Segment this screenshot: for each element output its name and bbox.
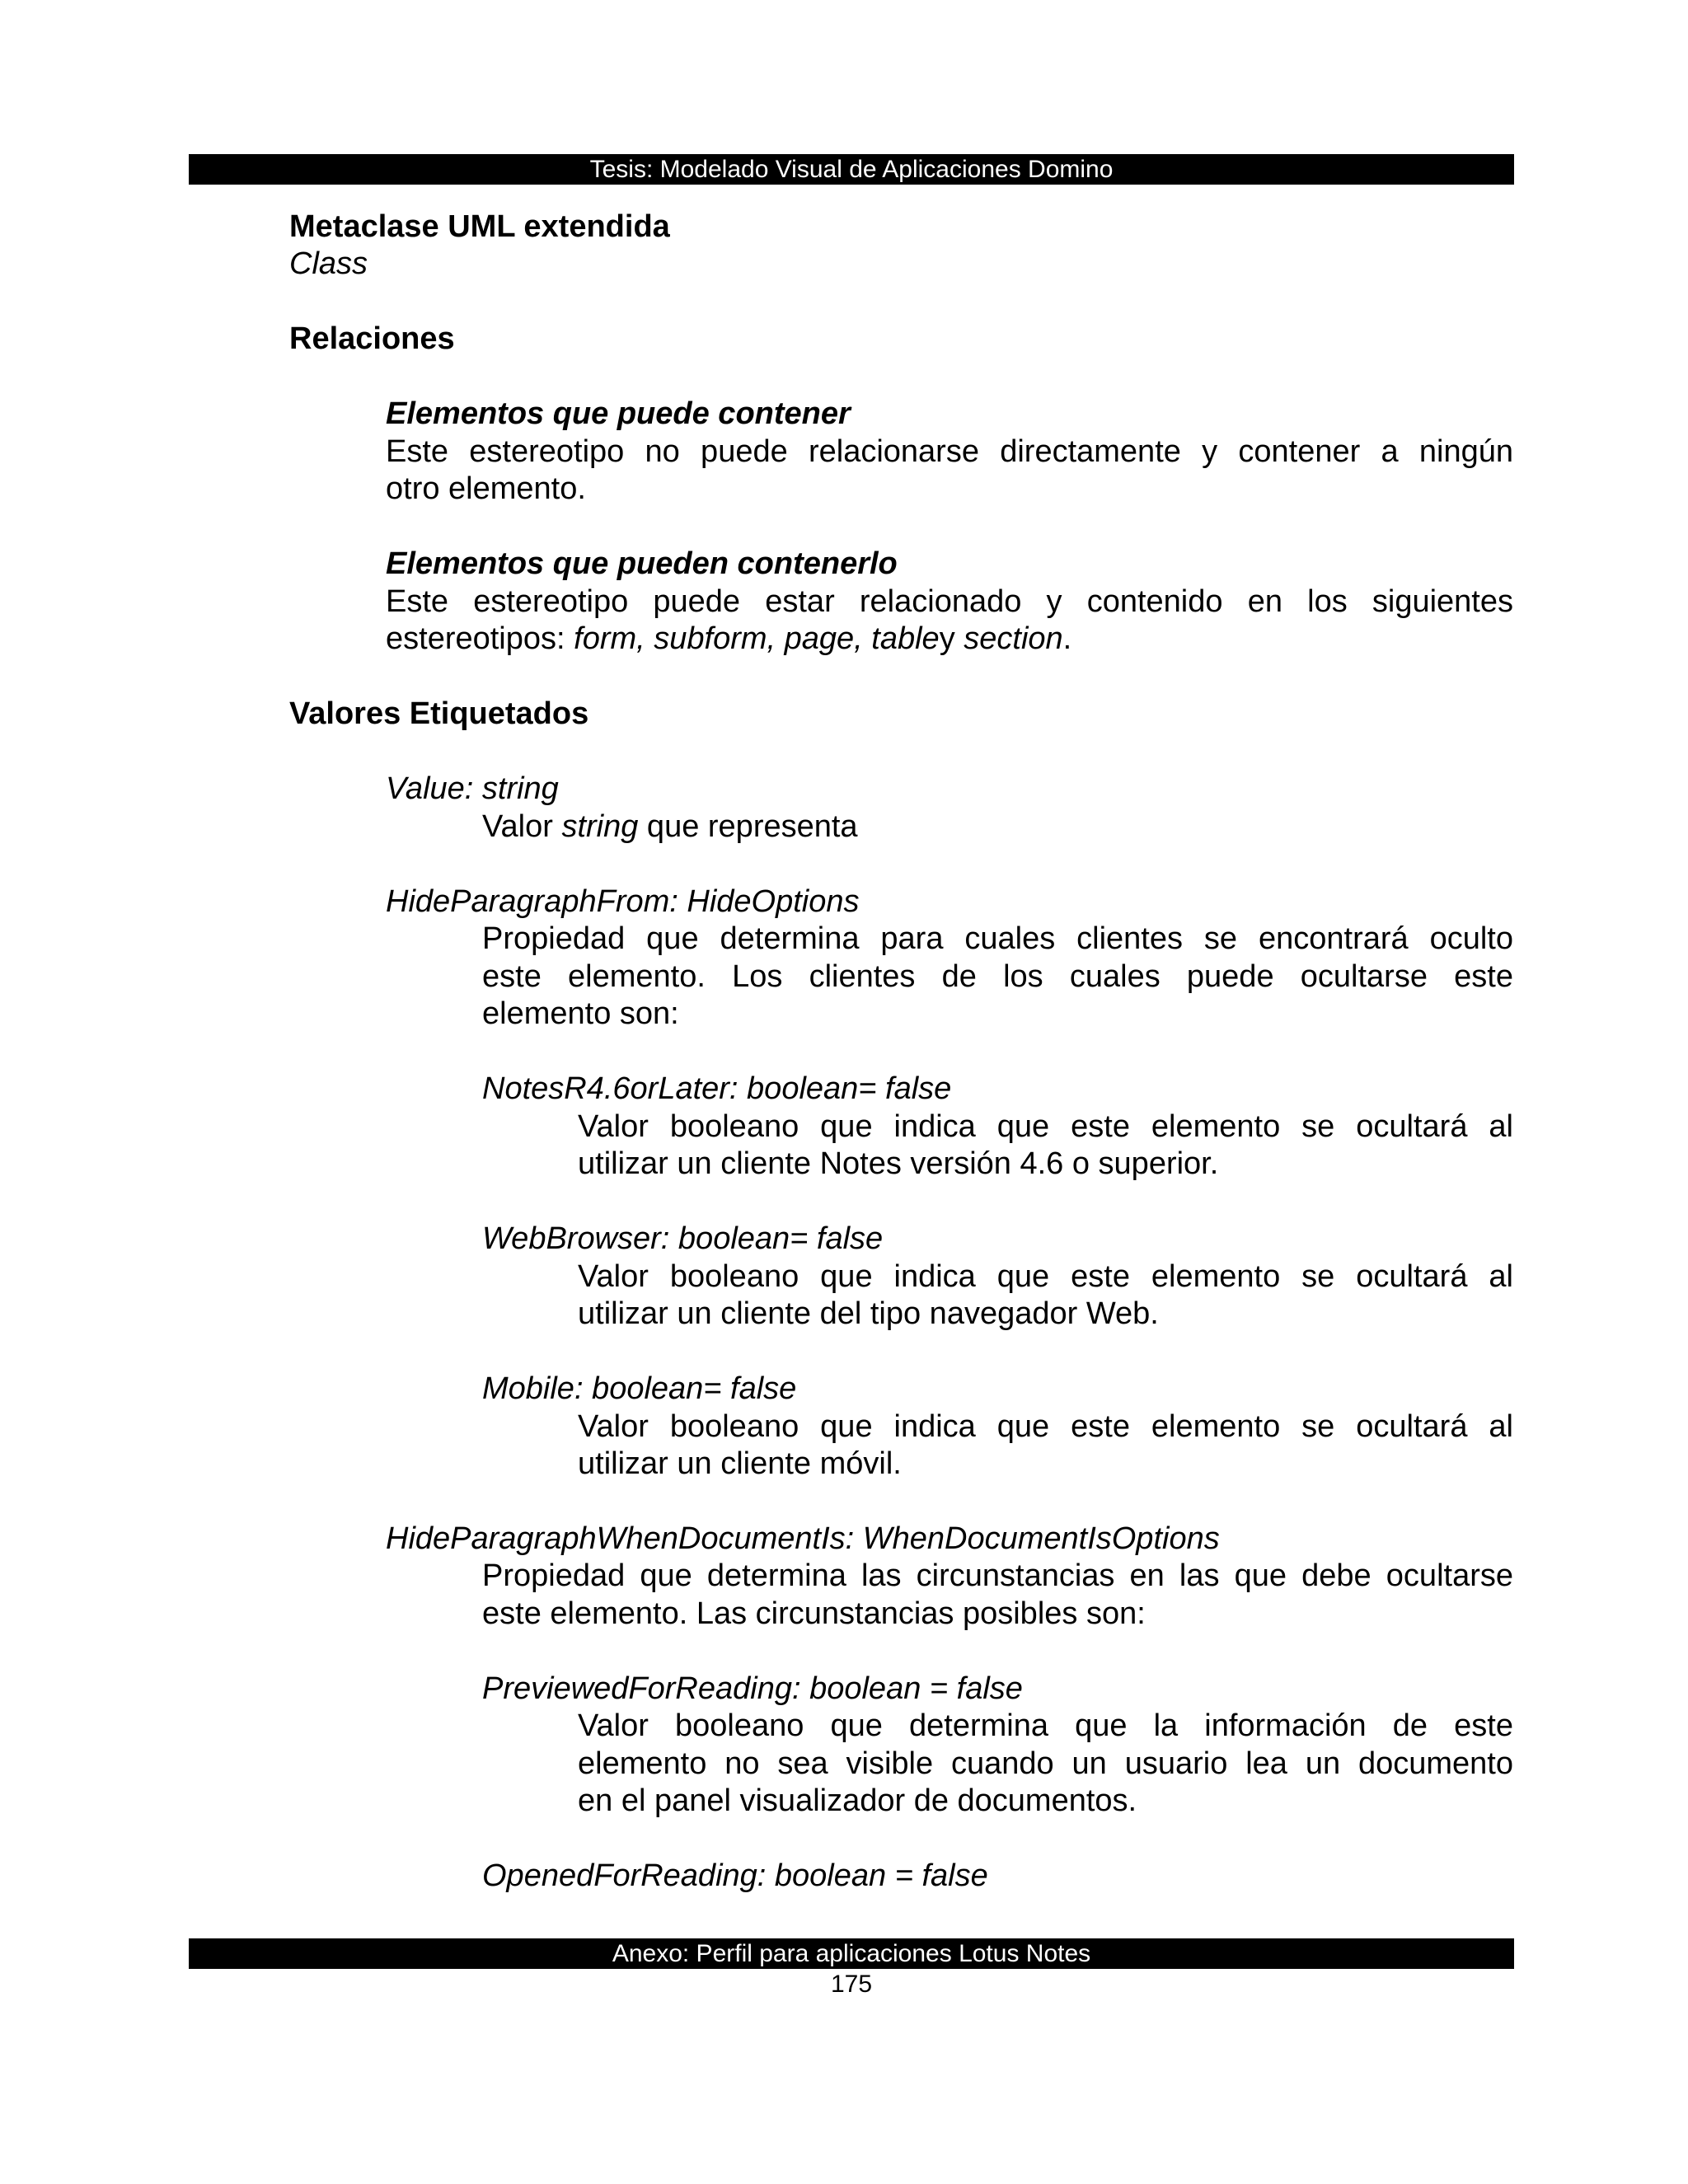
relaciones-heading: Relaciones bbox=[289, 321, 455, 356]
stereotypes-list: form, subform, page, table bbox=[574, 621, 940, 656]
previewed-text-line: en el panel visualizador de documentos. bbox=[578, 1783, 1137, 1818]
hide-from-signature: HideParagraphFrom: HideOptions bbox=[386, 884, 860, 919]
page-number: 175 bbox=[830, 1971, 873, 1998]
stereotypes-end: . bbox=[1062, 621, 1072, 656]
web-signature: WebBrowser: boolean= false bbox=[482, 1221, 884, 1256]
running-header: Tesis: Modelado Visual de Aplicaciones Domino bbox=[189, 154, 1514, 185]
hide-from-text-line: elemento son: bbox=[482, 996, 679, 1031]
value-description bbox=[482, 808, 858, 846]
stereotype-section: section bbox=[964, 621, 1063, 656]
notes-text-line: Valor booleano que indica que este elemento se ocultará al bbox=[578, 1109, 1513, 1144]
running-footer: Anexo: Perfil para aplicaciones Lotus Notes bbox=[189, 1938, 1514, 1969]
web-text-line: Valor booleano que indica que este elemento se ocultará al bbox=[578, 1259, 1513, 1294]
hide-from-text-line: este elemento. Los clientes de los cuales puede ocultarse este bbox=[482, 959, 1513, 994]
value-desc-italic: string bbox=[561, 809, 639, 844]
notes-text-line: utilizar un cliente Notes versión 4.6 o superior. bbox=[578, 1146, 1219, 1181]
value-desc-suffix: que representa bbox=[638, 809, 858, 844]
mobile-text-line: utilizar un cliente móvil. bbox=[578, 1446, 902, 1481]
hide-when-signature: HideParagraphWhenDocumentIs: WhenDocumentIsOptions bbox=[386, 1521, 1220, 1556]
value-signature: Value: string bbox=[386, 771, 559, 806]
notes-signature: NotesR4.6orLater: boolean= false bbox=[482, 1071, 952, 1106]
contenerlo-text-line bbox=[386, 620, 1071, 658]
mobile-text-line: Valor booleano que indica que este elemento se ocultará al bbox=[578, 1409, 1513, 1444]
contenerlo-text-line: Este estereotipo puede estar relacionado y contenido en los siguientes bbox=[386, 584, 1513, 619]
metaclase-heading: Metaclase UML extendida bbox=[289, 209, 670, 244]
metaclase-value: Class bbox=[289, 246, 368, 281]
hide-when-text-line: Propiedad que determina las circunstancias en las que debe ocultarse bbox=[482, 1558, 1513, 1593]
hide-when-text-line: este elemento. Las circunstancias posibles son: bbox=[482, 1596, 1146, 1631]
contener-heading: Elementos que puede contener bbox=[386, 396, 851, 431]
stereotypes-conjunction: y bbox=[939, 621, 964, 656]
valores-heading: Valores Etiquetados bbox=[289, 696, 589, 731]
opened-signature: OpenedForReading: boolean = false bbox=[482, 1858, 988, 1893]
web-text-line: utilizar un cliente del tipo navegador Web. bbox=[578, 1296, 1159, 1331]
previewed-text-line: elemento no sea visible cuando un usuario lea un documento bbox=[578, 1746, 1513, 1781]
previewed-signature: PreviewedForReading: boolean = false bbox=[482, 1671, 1023, 1706]
stereotypes-prefix: estereotipos: bbox=[386, 621, 574, 656]
mobile-signature: Mobile: boolean= false bbox=[482, 1371, 797, 1406]
hide-from-text-line: Propiedad que determina para cuales clientes se encontrará oculto bbox=[482, 921, 1513, 956]
previewed-text-line: Valor booleano que determina que la información de este bbox=[578, 1708, 1513, 1743]
contener-text-line: otro elemento. bbox=[386, 471, 586, 506]
contenerlo-heading: Elementos que pueden contenerlo bbox=[386, 546, 898, 581]
contener-text-line: Este estereotipo no puede relacionarse directamente y contener a ningún bbox=[386, 434, 1513, 469]
value-desc-prefix: Valor bbox=[482, 809, 562, 844]
